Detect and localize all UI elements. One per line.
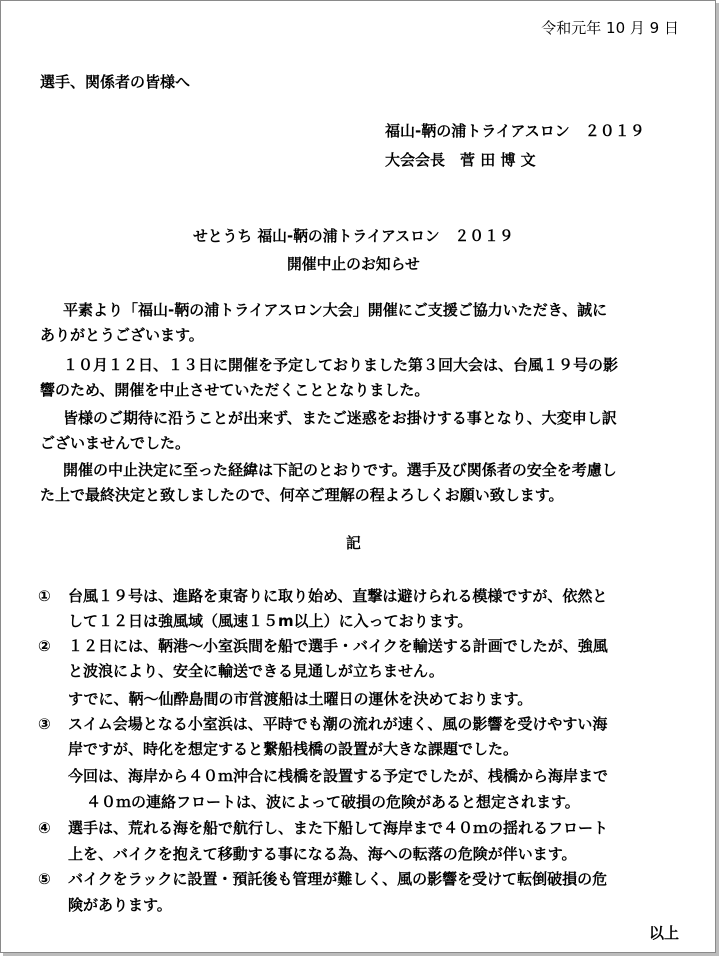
chairperson-name: 大会会長 菅 田 博 文 <box>385 151 536 169</box>
item-3-number: ③ <box>38 715 51 733</box>
item-2-line-1: １２日には、鞆港～小室浜間を船で選手・バイクを輸送する計画でしたが、強風 <box>68 637 608 655</box>
paragraph-2-line-2: 響のため、開催を中止させていただくこととなりました。 <box>40 381 430 399</box>
item-1-line-2: して１２日は強風域（風速１５m以上）に入っております。 <box>68 612 473 630</box>
item-2-number: ② <box>38 637 51 655</box>
paragraph-3-line-2: ございませんでした。 <box>40 434 191 452</box>
item-3-line-4: ４０ｍの連絡フロートは、波によって破損の危険があると想定されます。 <box>86 793 580 811</box>
paragraph-2-line-1: １０月１２日、１３日に開催を予定しておりました第３回大会は、台風１９号の影 <box>63 356 619 374</box>
item-2-line-2: と波浪により、安全に輸送できる見通しが立ちません。 <box>68 662 444 680</box>
ki-heading: 記 <box>345 534 361 552</box>
closing-mark: 以上 <box>648 924 679 942</box>
item-4-number: ④ <box>38 819 51 837</box>
item-4-line-1: 選手は、荒れる海を船で航行し、また下船して海岸まで４０ｍの揺れるフロート <box>68 819 609 837</box>
paragraph-1-line-1: 平素より「福山‐鞆の浦トライアスロン大会」開催にご支援ご協力いただき、誠に <box>63 301 608 319</box>
paragraph-4-line-2: た上で最終決定と致しましたので、何卒ご理解の程よろしくお願い致します。 <box>40 486 564 504</box>
item-5-number: ⑤ <box>38 870 51 888</box>
item-4-line-2: 上を、バイクを抱えて移動する事になる為、海への転落の危険が伴います。 <box>68 845 577 863</box>
item-3-line-1: スイム会場となる小室浜は、平時でも潮の流れが速く、風の影響を受けやすい海 <box>68 715 608 733</box>
item-3-line-3: 今回は、海岸から４０ｍ沖合に桟橋を設置する予定でしたが、桟橋から海岸まで <box>68 767 609 785</box>
organizer-name: 福山‐鞆の浦トライアスロン ２０１９ <box>385 122 645 140</box>
item-5-line-1: バイクをラックに設置・預託後も管理が難しく、風の影響を受けて転倒破損の危 <box>68 870 608 888</box>
notice-subtitle: 開催中止のお知らせ <box>286 255 420 273</box>
event-title: せとうち 福山‐鞆の浦トライアスロン ２０１９ <box>192 227 514 245</box>
paragraph-3-line-1: 皆様のご期待に沿うことが出来ず、またご迷惑をお掛けする事となり、大変申し訳 <box>63 409 617 427</box>
document-date: 令和元年 10 月 9 日 <box>541 19 679 37</box>
item-3-line-2: 岸ですが、時化を想定すると繋船桟橋の設置が大きな課題でした。 <box>68 740 519 758</box>
item-1-line-1: 台風１９号は、進路を東寄りに取り始め、直撃は避けられる模様ですが、依然と <box>68 587 608 605</box>
item-5-line-2: 険があります。 <box>68 896 172 914</box>
paragraph-4-line-1: 開催の中止決定に至った経緯は下記のとおりです。選手及び関係者の安全を考慮し <box>63 461 617 479</box>
item-1-number: ① <box>38 587 51 605</box>
paragraph-1-line-2: ありがとうございます。 <box>40 326 204 344</box>
item-2-line-3: すでに、鞆～仙酔島間の市営渡船は土曜日の運休を決めております。 <box>68 690 533 708</box>
addressee: 選手、関係者の皆様へ <box>40 73 191 91</box>
